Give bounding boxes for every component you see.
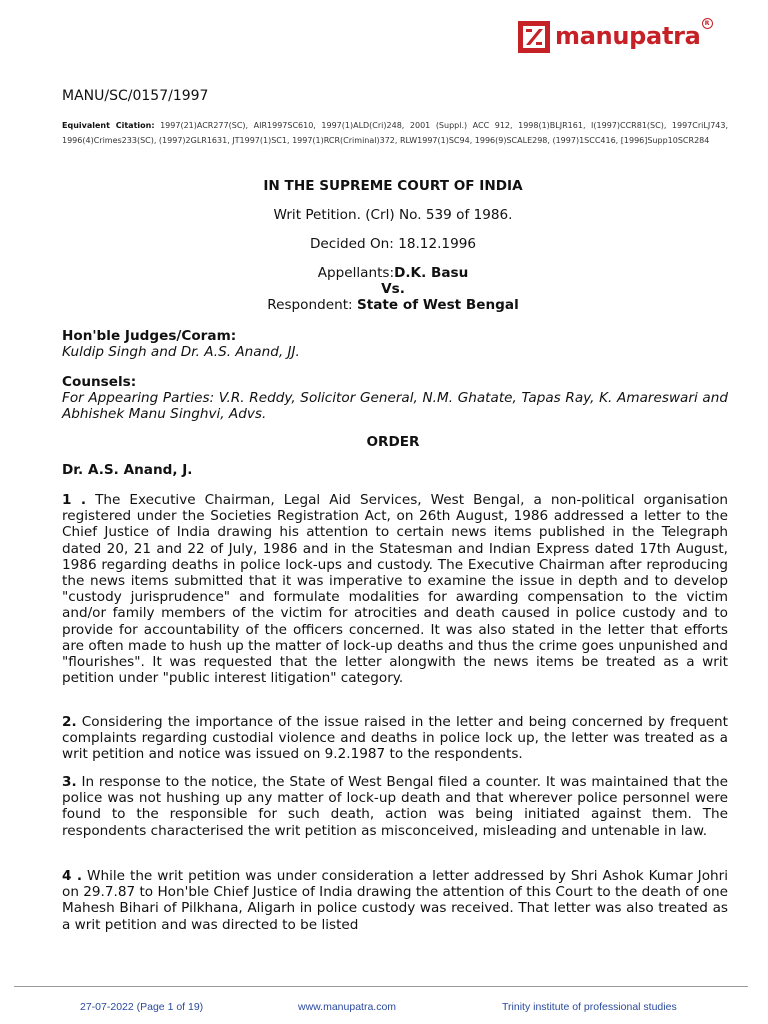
paragraph-text: In response to the notice, the State of West Bengal filed a counter. It was maintained that the police was not hushing up any matter of lock-up death and that wherever police personnel were found to the responsible for such death, action was being initiated against them. The respondents characterised the writ petition as misconceived, misleading and untenable in law. <box>62 774 728 839</box>
manupatra-logo-icon <box>517 20 551 54</box>
paragraph-3 <box>62 774 728 839</box>
appellants-line <box>0 265 768 281</box>
counsels-text: For Appearing Parties: V.R. Reddy, Solicitor General, N.M. Ghatate, Tapas Ray, K. Amareswari and Abhishek Manu Singhvi, Advs. <box>62 390 728 423</box>
court-name: IN THE SUPREME COURT OF INDIA <box>263 178 523 194</box>
equivalent-citation-label: Equivalent Citation: <box>62 121 155 130</box>
paragraph-text: The Executive Chairman, Legal Aid Services, West Bengal, a non-political organisation registered under the Societies Registration Act, on 26th August, 1986 addressed a letter to the Chief Justice of India drawing his attention to certain news items published in the Telegraph dated 20, 21 and 22 of July, 1986 and in the Statesman and Indian Express dated 17th August, 1986 regarding deaths in police lock-ups and custody. The Executive Chairman after reproducing the news items submitted that it was imperative to examine the issue in depth and to develop "custody jurisprudence" and formulate modalities for awarding compensation to the victim and/or family members of the victim for atrocities and death caused in police custody and to provide for accountability of the officers concerned. It was also stated in the letter that efforts are often made to hush up the matter of lock-up deaths and thus the crime goes unpunished and "flourishes". It was requested that the letter alongwith the news items be treated as a writ petition under "public interest litigation" category. <box>62 492 728 687</box>
paragraph-2 <box>62 714 728 763</box>
versus: Vs. <box>381 281 405 297</box>
logo-wordmark: manupatra <box>555 22 701 50</box>
manu-citation-id: MANU/SC/0157/1997 <box>62 88 209 104</box>
footer-date-page: 27-07-2022 (Page 1 of 19) <box>80 1001 204 1013</box>
judges-heading: Hon'ble Judges/Coram: <box>62 328 237 344</box>
paragraph-1 <box>62 492 728 686</box>
paragraph-number: 1 . <box>62 492 87 508</box>
registered-mark: R <box>702 18 713 29</box>
appellants-label: Appellants: <box>317 265 395 281</box>
appellants-name: D.K. Basu <box>394 265 469 281</box>
paragraph-number: 3. <box>62 774 77 790</box>
order-heading: ORDER <box>366 434 420 450</box>
equivalent-citation-text: 1997(21)ACR277(SC), AIR1997SC610, 1997(1)ALD(Cri)248, 2001 (Suppl.) ACC 912, 1998(1)BLJR161, I(1997)CCR81(SC), 1997CriLJ743, 1996(4)Crimes233(SC), (1997)2GLR1631, JT1997(1)SC1, 1997(1)RCR(Criminal)372, RLW1997(1)SC94, 1996(9)SCALE298, (1997)1SCC416, [1996]Supp10SCR284 <box>62 121 729 146</box>
judges-names: Kuldip Singh and Dr. A.S. Anand, JJ. <box>62 344 300 360</box>
respondent-name: State of West Bengal <box>356 297 519 313</box>
footer-institute: Trinity institute of professional studies <box>502 1001 677 1013</box>
manupatra-logo[interactable] <box>517 20 710 54</box>
paragraph-number: 4 . <box>62 868 83 884</box>
writ-petition-number: Writ Petition. (Crl) No. 539 of 1986. <box>273 207 513 223</box>
paragraph-text: Considering the importance of the issue raised in the letter and being concerned by frequent complaints regarding custodial violence and deaths in police lock up, the letter was treated as a writ petition and notice was issued on 9.2.1987 to the respondents. <box>62 714 728 763</box>
paragraph-number: 2. <box>62 714 77 730</box>
counsels-heading: Counsels: <box>62 374 137 390</box>
footer-divider <box>14 986 748 987</box>
respondent-line <box>0 297 768 313</box>
footer-site-link[interactable]: www.manupatra.com <box>298 1001 397 1013</box>
respondent-label: Respondent: <box>267 297 357 313</box>
decided-date: Decided On: 18.12.1996 <box>309 236 477 252</box>
paragraph-4 <box>62 868 728 933</box>
equivalent-citation <box>62 118 728 149</box>
judgment-author: Dr. A.S. Anand, J. <box>62 462 193 478</box>
paragraph-text: While the writ petition was under consideration a letter addressed by Shri Ashok Kumar Johri on 29.7.87 to Hon'ble Chief Justice of India drawing the attention of this Court to the death of one Mahesh Bihari of Pilkhana, Aligarh in police custody was received. That letter was also treated as a writ petition and was directed to be listed <box>62 868 728 933</box>
